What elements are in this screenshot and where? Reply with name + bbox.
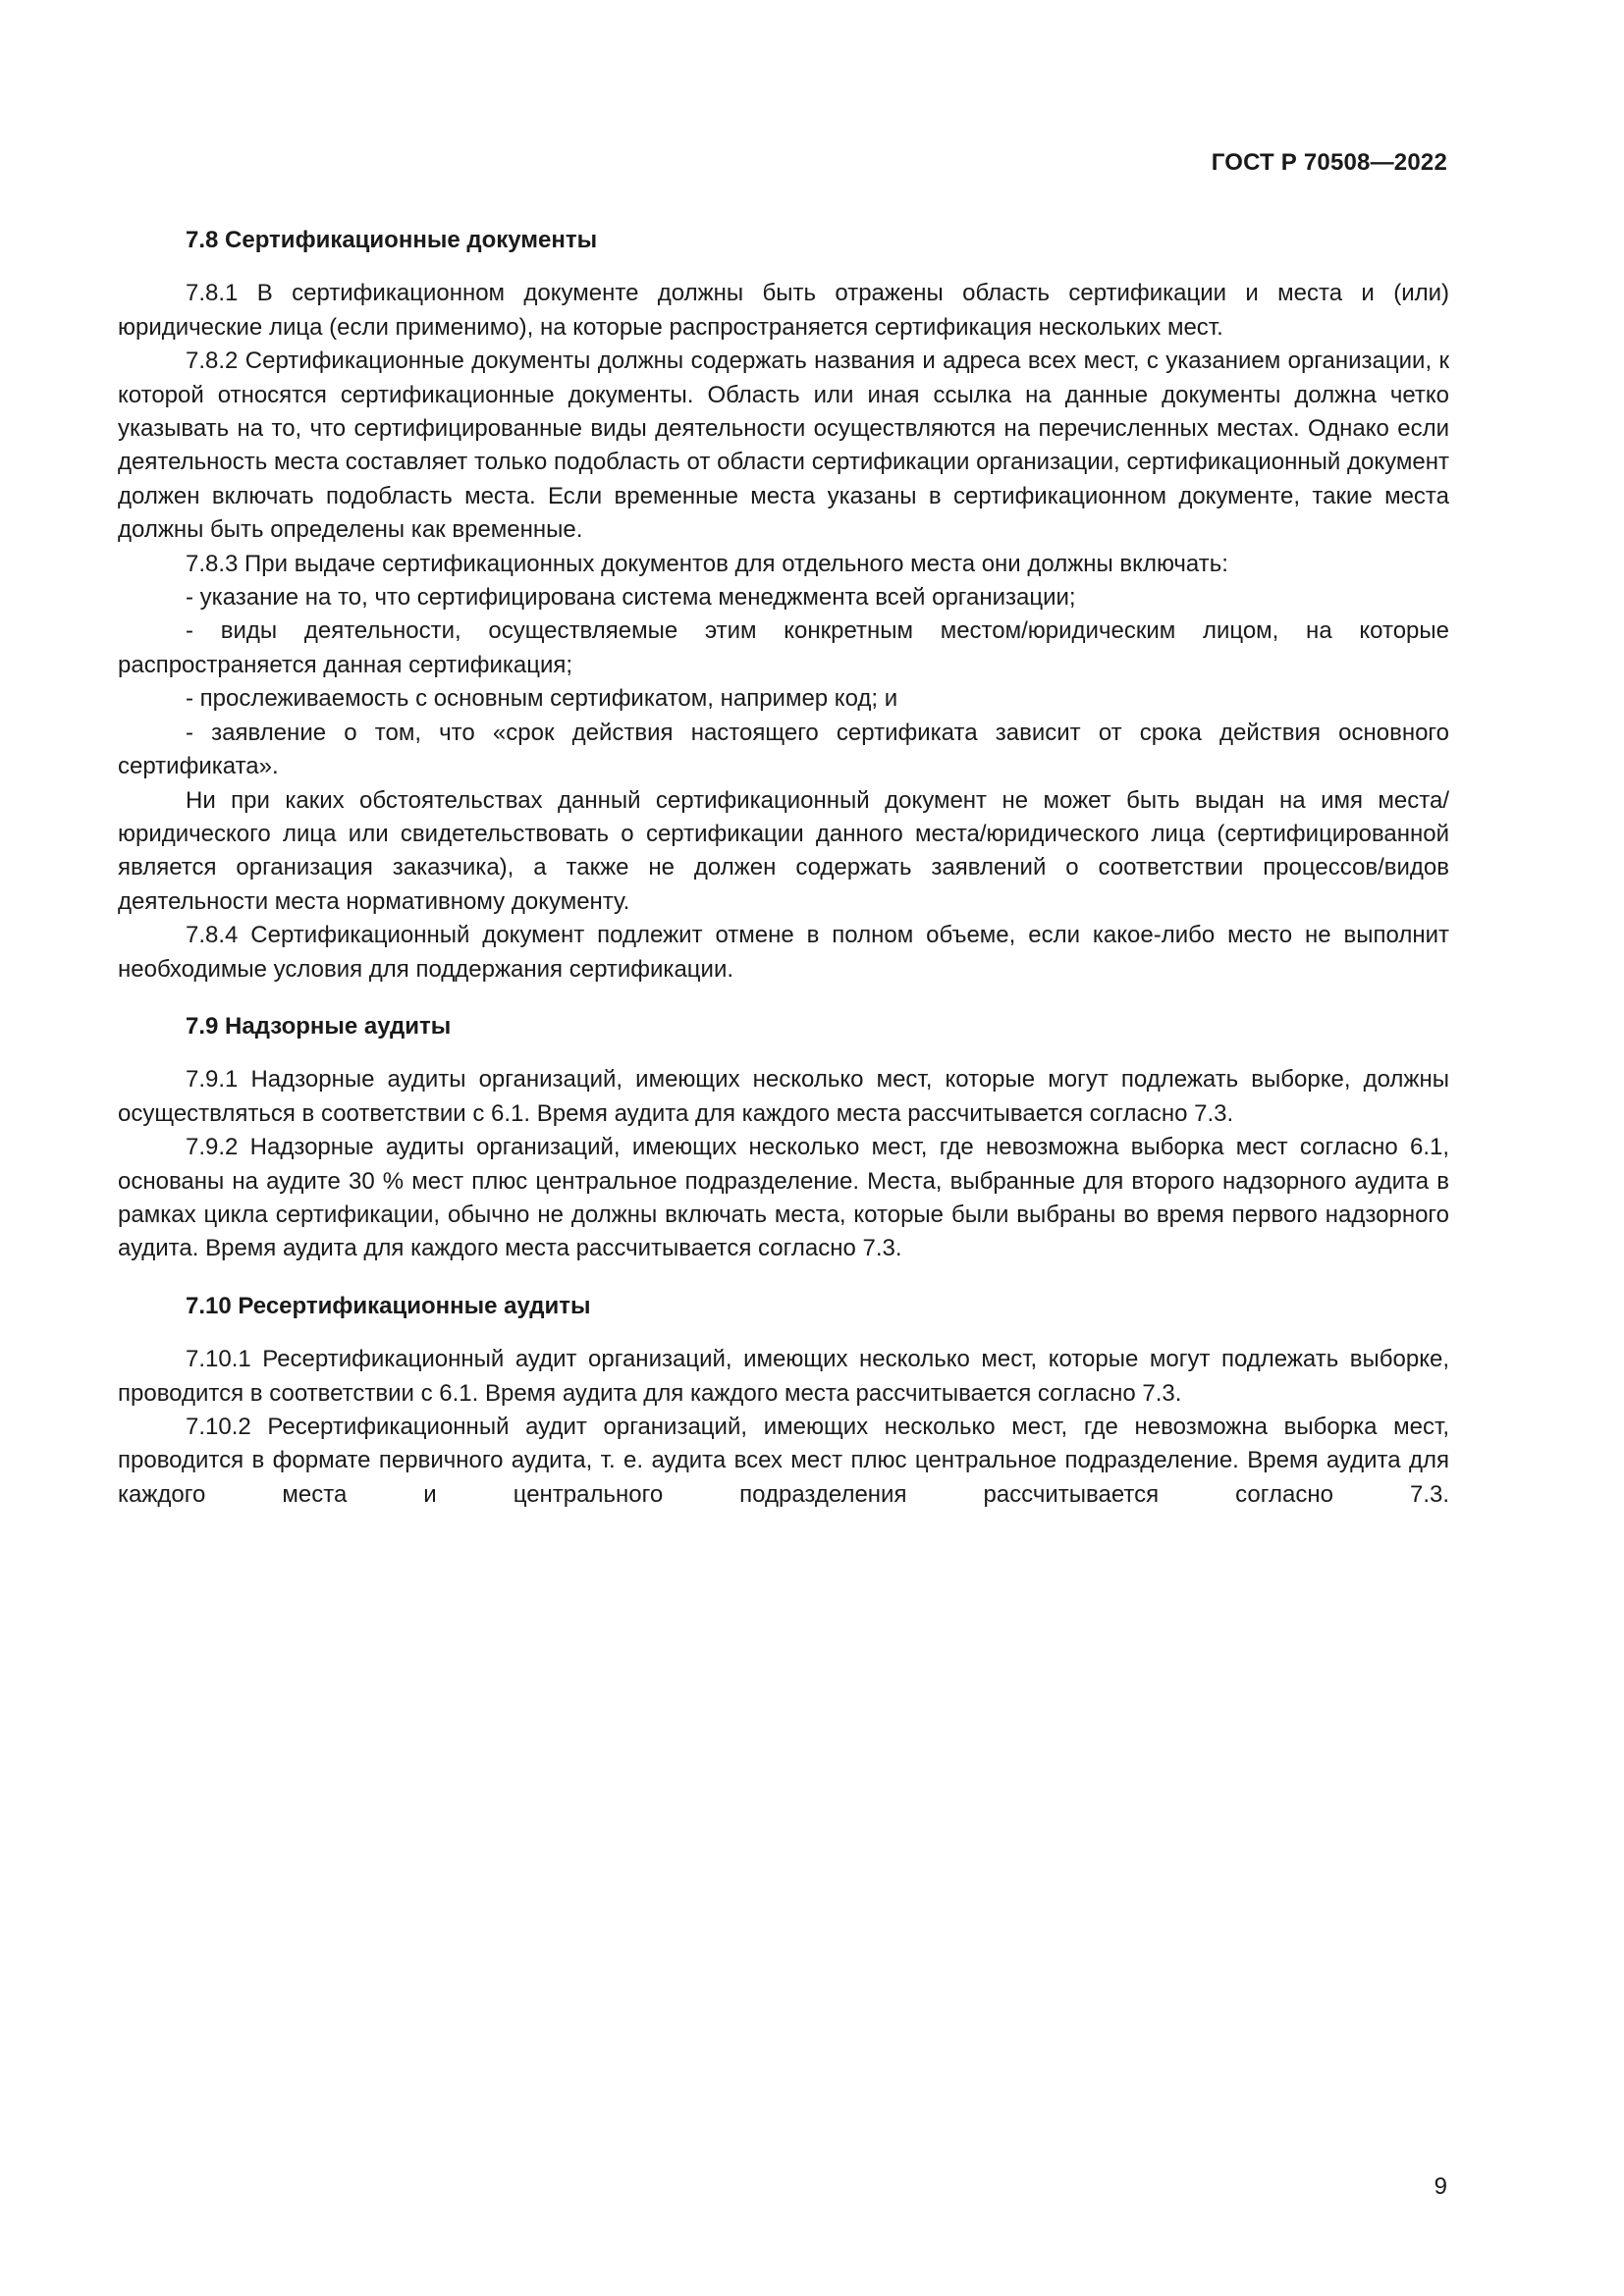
paragraph-7-9-2: 7.9.2 Надзорные аудиты организаций, имеющих несколько мест, где невозможна выборка мест согласно 6.1, основаны на аудите 30 % мест плюс центральное подразделение. Места, выбранные для второго надзорного аудита в рамках цикла сертификации, обычно не должны включать места, которые были выбраны во время первого надзорного аудита. Время аудита для каждого места рассчитывается согласно 7.3.: [118, 1134, 1449, 1262]
section-heading: 7.9 Надзорные аудиты: [186, 1012, 452, 1040]
paragraph-7-8-2: 7.8.2 Сертификационные документы должны содержать названия и адреса всех мест, с указанием организации, к которой относятся сертификационные документы. Область или иная ссылка на данные документы должна четко указывать на то, что сертифицированные виды деятельности осуществляются на перечисленных местах. Однако если деятельность места составляет только подобласть от области сертификации организации, сертификационный документ должен включать подобласть места. Если временные места указаны в сертификационном документе, такие места должны быть определены как временные.: [118, 347, 1449, 544]
paragraph-7-9-1: 7.9.1 Надзорные аудиты организаций, имеющих несколько мест, которые могут подлежать выборке, должны осуществляться в соответствии с 6.1. Время аудита для каждого места рассчитывается согласно 7.3.: [118, 1066, 1449, 1127]
section-7-9: [118, 1010, 1449, 1266]
section-heading: 7.10 Ресертификационные аудиты: [186, 1292, 591, 1319]
list-item: - заявление о том, что «срок действия настоящего сертификата зависит от срока действия основного сертификата».: [118, 719, 1449, 780]
paragraph-7-8-1: 7.8.1 В сертификационном документе должны быть отражены область сертификации и места и (или) юридические лица (если применимо), на которые распространяется сертификация нескольких мест.: [118, 280, 1449, 341]
paragraph-restriction: Ни при каких обстоятельствах данный сертификационный документ не может быть выдан на имя места/юридического лица или свидетельствовать о сертификации данного места/юридического лица (сертифицированной является организация заказчика), а также не должен содержать заявлений о соответствии процессов/видов деятельности места нормативному документу.: [118, 786, 1449, 915]
page-header: ГОСТ Р 70508—2022: [1211, 149, 1447, 176]
list-item: - виды деятельности, осуществляемые этим конкретным местом/юридическим лицом, на которые распространяется данная сертификация;: [118, 617, 1449, 678]
paragraph-7-10-1: 7.10.1 Ресертификационный аудит организаций, имеющих несколько мест, которые могут подлежать выборке, проводится в соответствии с 6.1. Время аудита для каждого места рассчитывается согласно 7.3.: [118, 1346, 1449, 1407]
section-7-8: [118, 224, 1449, 987]
paragraph-7-8-3: 7.8.3 При выдаче сертификационных документов для отдельного места они должны включать:: [186, 550, 1228, 577]
paragraph-7-8-4: 7.8.4 Сертификационный документ подлежит отмене в полном объеме, если какое-либо место не выполнит необходимые условия для поддержания сертификации.: [118, 922, 1449, 983]
document-body: [118, 224, 1449, 1512]
section-heading: 7.8 Сертификационные документы: [186, 227, 598, 253]
section-7-10: [118, 1290, 1449, 1512]
list-item: - прослеживаемость с основным сертификатом, например код; и: [186, 685, 898, 713]
paragraph-7-10-2: 7.10.2 Ресертификационный аудит организаций, имеющих несколько мест, где невозможна выборка мест, проводится в формате первичного аудита, т. е. аудита всех мест плюс центральное подразделение. Время аудита для каждого места и центрального подразделения рассчитывается согласно 7.3.: [118, 1414, 1449, 1508]
list-item: - указание на то, что сертифицирована система менеджмента всей организации;: [186, 584, 1076, 612]
page-number: 9: [1434, 2173, 1447, 2200]
